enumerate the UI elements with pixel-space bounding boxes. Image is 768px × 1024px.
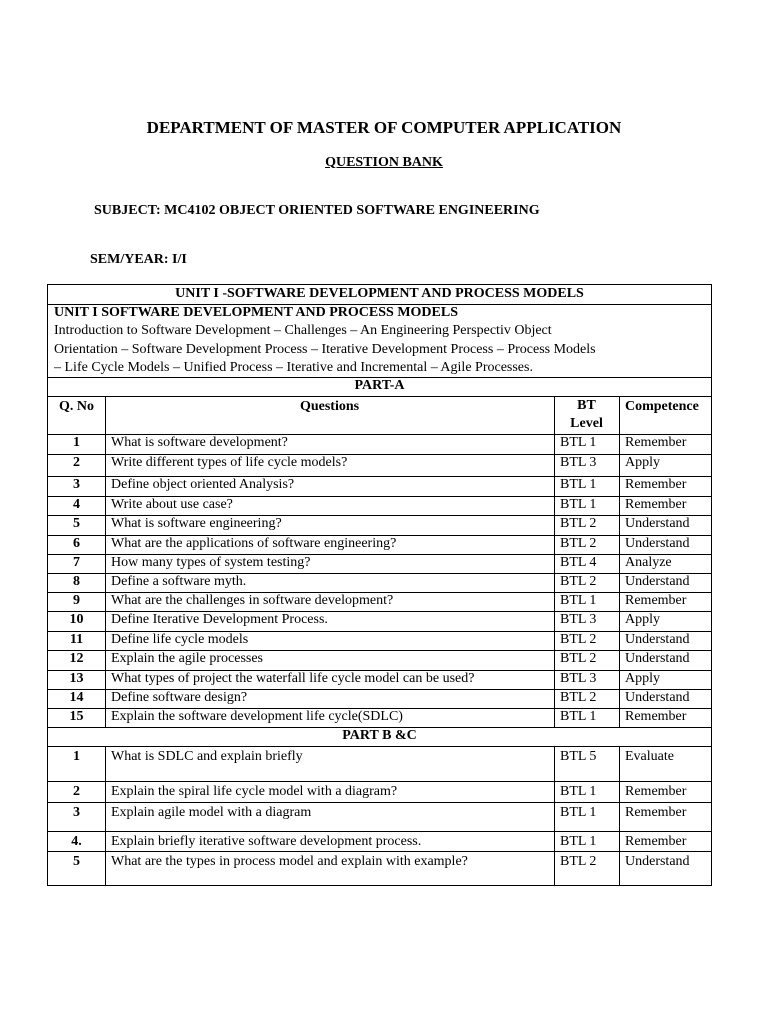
bt-level: BTL 1	[560, 477, 597, 492]
competence: Analyze	[625, 555, 672, 570]
question-text: What is SDLC and explain briefly	[111, 749, 303, 764]
question-number: 1	[73, 749, 80, 764]
bt-level: BTL 1	[560, 805, 597, 820]
competence: Remember	[625, 709, 687, 724]
bt-level: BTL 2	[560, 574, 597, 589]
question-table	[47, 284, 712, 886]
table-column-rule	[619, 396, 620, 727]
bt-level: BTL 1	[560, 435, 597, 450]
col-header-qno: Q. No	[59, 399, 94, 414]
bt-level: BTL 2	[560, 516, 597, 531]
competence: Apply	[625, 671, 660, 686]
question-text: What are the challenges in software development?	[111, 593, 394, 608]
question-number: 1	[73, 435, 80, 450]
question-number: 7	[73, 555, 80, 570]
question-text: Write about use case?	[111, 497, 233, 512]
competence: Evaluate	[625, 749, 674, 764]
table-rule	[48, 851, 711, 852]
table-column-rule	[619, 746, 620, 885]
bt-level: BTL 2	[560, 536, 597, 551]
question-text: Explain the software development life cycle(SDLC)	[111, 709, 403, 724]
table-rule	[48, 650, 711, 651]
question-number: 5	[73, 854, 80, 869]
table-rule	[48, 496, 711, 497]
table-rule	[48, 670, 711, 671]
table-column-rule	[105, 396, 106, 727]
question-text: Explain the spiral life cycle model with a diagram?	[111, 784, 398, 799]
sem-year-line: SEM/YEAR: I/I	[90, 252, 187, 267]
table-column-rule	[554, 396, 555, 727]
competence: Remember	[625, 784, 687, 799]
table-rule	[48, 831, 711, 832]
col-header-bt: BT	[577, 398, 596, 413]
question-text: How many types of system testing?	[111, 555, 311, 570]
subject-line: SUBJECT: MC4102 OBJECT ORIENTED SOFTWARE ENGINEERING	[94, 203, 540, 218]
bt-level: BTL 3	[560, 612, 597, 627]
bt-level: BTL 1	[560, 784, 597, 799]
question-number: 9	[73, 593, 80, 608]
table-rule	[48, 781, 711, 782]
bt-level: BTL 1	[560, 709, 597, 724]
competence: Understand	[625, 536, 690, 551]
bt-level: BTL 2	[560, 854, 597, 869]
table-rule	[48, 454, 711, 455]
unit-heading: UNIT I SOFTWARE DEVELOPMENT AND PROCESS MODELS	[54, 305, 459, 320]
table-rule	[48, 535, 711, 536]
table-rule	[48, 554, 711, 555]
competence: Understand	[625, 854, 690, 869]
competence: Remember	[625, 435, 687, 450]
bt-level: BTL 5	[560, 749, 597, 764]
competence: Apply	[625, 455, 660, 470]
bt-level: BTL 2	[560, 651, 597, 666]
question-text: Define software design?	[111, 690, 248, 705]
question-text: Define object oriented Analysis?	[111, 477, 295, 492]
competence: Understand	[625, 690, 690, 705]
question-text: Write different types of life cycle models?	[111, 455, 348, 470]
syllabus-line: Introduction to Software Development – Challenges – An Engineering Perspectiv Object	[54, 323, 552, 338]
question-number: 13	[69, 671, 84, 686]
part-bc-label: PART B &C	[342, 728, 417, 743]
question-text: What types of project the waterfall life cycle model can be used?	[111, 671, 475, 686]
question-number: 2	[73, 784, 80, 799]
question-number: 4	[73, 497, 80, 512]
bt-level: BTL 1	[560, 593, 597, 608]
col-header-competence: Competence	[625, 399, 699, 414]
question-number: 11	[69, 632, 84, 647]
bt-level: BTL 1	[560, 497, 597, 512]
table-column-rule	[105, 746, 106, 885]
bt-level: BTL 2	[560, 690, 597, 705]
table-rule	[48, 689, 711, 690]
table-rule	[48, 708, 711, 709]
question-number: 10	[69, 612, 84, 627]
question-number: 3	[73, 805, 80, 820]
syllabus-line: – Life Cycle Models – Unified Process – Iterative and Incremental – Agile Processes.	[54, 360, 533, 375]
question-number: 4.	[71, 834, 82, 849]
question-number: 8	[73, 574, 80, 589]
department-title: DEPARTMENT OF MASTER OF COMPUTER APPLICATION	[146, 118, 622, 137]
competence: Apply	[625, 612, 660, 627]
table-rule	[48, 476, 711, 477]
col-header-bt: Level	[570, 416, 603, 431]
unit-banner: UNIT I -SOFTWARE DEVELOPMENT AND PROCESS MODELS	[175, 286, 584, 301]
competence: Understand	[625, 632, 690, 647]
bt-level: BTL 2	[560, 632, 597, 647]
question-text: Explain the agile processes	[111, 651, 264, 666]
question-number: 12	[69, 651, 84, 666]
table-rule	[48, 573, 711, 574]
competence: Understand	[625, 574, 690, 589]
table-rule	[48, 611, 711, 612]
competence: Remember	[625, 477, 687, 492]
table-rule	[48, 396, 711, 397]
table-rule	[48, 746, 711, 747]
question-text: What are the types in process model and explain with example?	[111, 854, 468, 869]
table-rule	[48, 631, 711, 632]
question-text: Explain briefly iterative software development process.	[111, 834, 422, 849]
question-text: Explain agile model with a diagram	[111, 805, 312, 820]
competence: Remember	[625, 497, 687, 512]
bt-level: BTL 4	[560, 555, 597, 570]
question-number: 2	[73, 455, 80, 470]
question-text: Define Iterative Development Process.	[111, 612, 328, 627]
bt-level: BTL 3	[560, 455, 597, 470]
question-number: 14	[69, 690, 84, 705]
question-number: 3	[73, 477, 80, 492]
question-text: What is software development?	[111, 435, 288, 450]
question-number: 15	[69, 709, 84, 724]
table-rule	[48, 515, 711, 516]
col-header-questions: Questions	[299, 399, 360, 414]
question-text: Define a software myth.	[111, 574, 247, 589]
part-a-label: PART-A	[354, 378, 405, 393]
competence: Remember	[625, 593, 687, 608]
competence: Understand	[625, 651, 690, 666]
question-number: 5	[73, 516, 80, 531]
table-rule	[48, 592, 711, 593]
bt-level: BTL 3	[560, 671, 597, 686]
competence: Remember	[625, 834, 687, 849]
question-text: What are the applications of software engineering?	[111, 536, 397, 551]
table-column-rule	[554, 746, 555, 885]
question-text: What is software engineering?	[111, 516, 282, 531]
bt-level: BTL 1	[560, 834, 597, 849]
table-rule	[48, 802, 711, 803]
syllabus-line: Orientation – Software Development Process – Iterative Development Process – Process Models	[54, 342, 596, 357]
competence: Remember	[625, 805, 687, 820]
competence: Understand	[625, 516, 690, 531]
question-number: 6	[73, 536, 80, 551]
question-text: Define life cycle models	[111, 632, 249, 647]
question-bank-title: QUESTION BANK	[325, 155, 443, 170]
